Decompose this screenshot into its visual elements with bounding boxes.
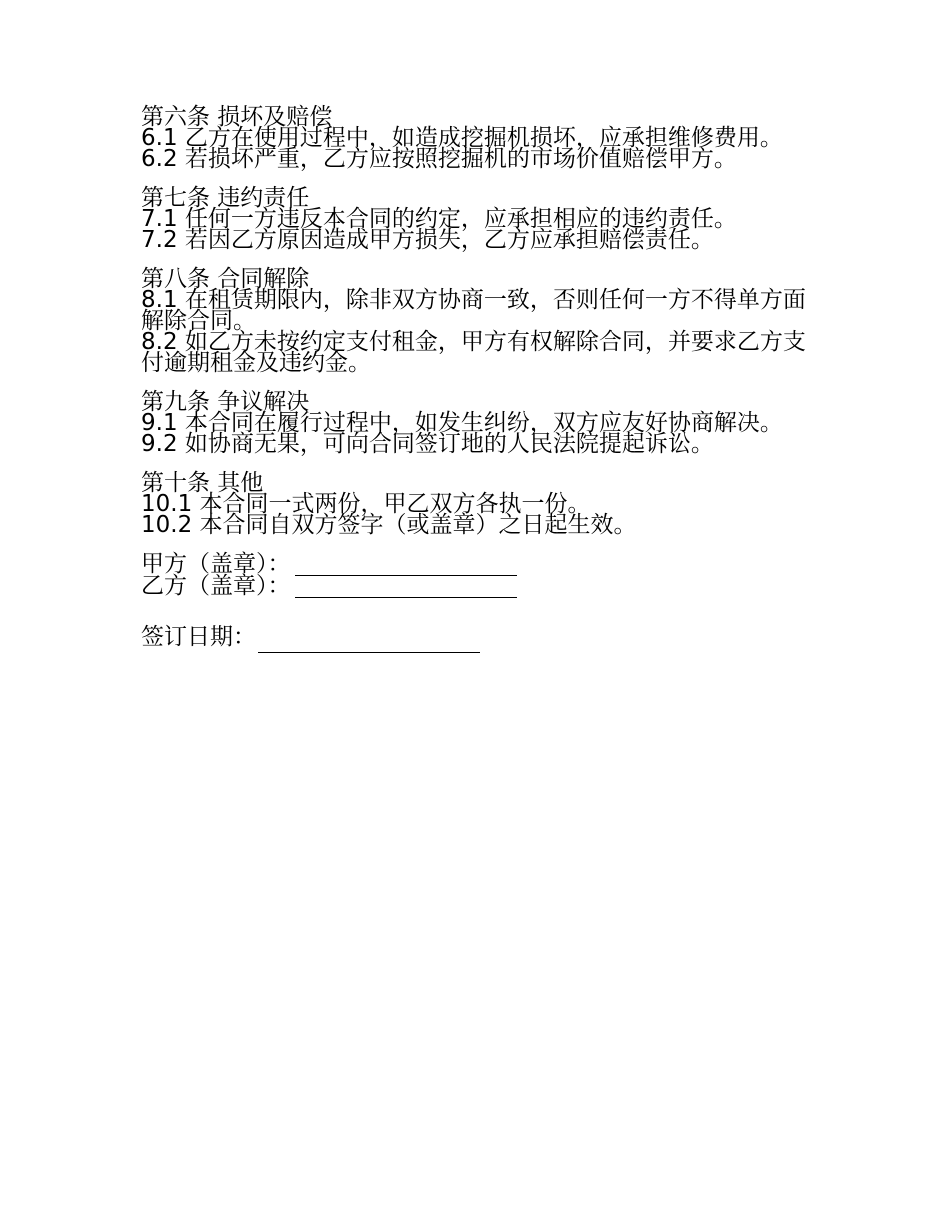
- party-b-label: 乙方（盖章）：: [141, 573, 291, 599]
- clause-7-2: 7.2 若因乙方原因造成甲方损失，乙方应承担赔偿责任。: [141, 227, 714, 253]
- clause-10-2: 10.2 本合同自双方签字（或盖章）之日起生效。: [141, 512, 637, 538]
- clause-8-2: 8.2 如乙方未按约定支付租金，甲方有权解除合同，并要求乙方支付逾期租金及违约金。: [141, 329, 806, 376]
- signature-block: [141, 551, 811, 599]
- section-7: [141, 185, 811, 253]
- party-b-signature-line: [141, 573, 811, 599]
- clause-6-1: 6.1 乙方在使用过程中，如造成挖掘机损坏，应承担维修费用。: [141, 125, 783, 151]
- clause-9-1: 9.1 本合同在履行过程中，如发生纠纷，双方应友好协商解决。: [141, 410, 783, 436]
- section-10: [141, 470, 811, 538]
- signing-date-label: 签订日期：: [141, 624, 256, 650]
- clause-8-1: 8.1 在租赁期限内，除非双方协商一致，否则任何一方不得单方面解除合同。: [141, 287, 806, 334]
- party-b-signature-blank[interactable]: [295, 576, 517, 598]
- section-heading: 第七条 违约责任: [141, 185, 310, 211]
- section-heading: 第九条 争议解决: [141, 389, 310, 415]
- clause-10-1: 10.1 本合同一式两份，甲乙双方各执一份。: [141, 491, 591, 517]
- section-9: [141, 389, 811, 457]
- party-a-signature-blank[interactable]: [295, 554, 517, 576]
- section-heading: 第八条 合同解除: [141, 266, 310, 292]
- clause-6-2: 6.2 若损坏严重，乙方应按照挖掘机的市场价值赔偿甲方。: [141, 146, 737, 172]
- signing-date-blank[interactable]: [258, 622, 480, 653]
- section-heading: 第六条 损坏及赔偿: [141, 104, 333, 130]
- party-a-label: 甲方（盖章）：: [141, 551, 291, 577]
- contract-page: [141, 104, 811, 653]
- section-6: [141, 104, 811, 172]
- signing-date-line: [141, 622, 811, 653]
- section-heading: 第十条 其他: [141, 470, 264, 496]
- clause-9-2: 9.2 如协商无果，可向合同签订地的人民法院提起诉讼。: [141, 431, 714, 457]
- section-8: [141, 266, 811, 376]
- clause-7-1: 7.1 任何一方违反本合同的约定，应承担相应的违约责任。: [141, 206, 737, 232]
